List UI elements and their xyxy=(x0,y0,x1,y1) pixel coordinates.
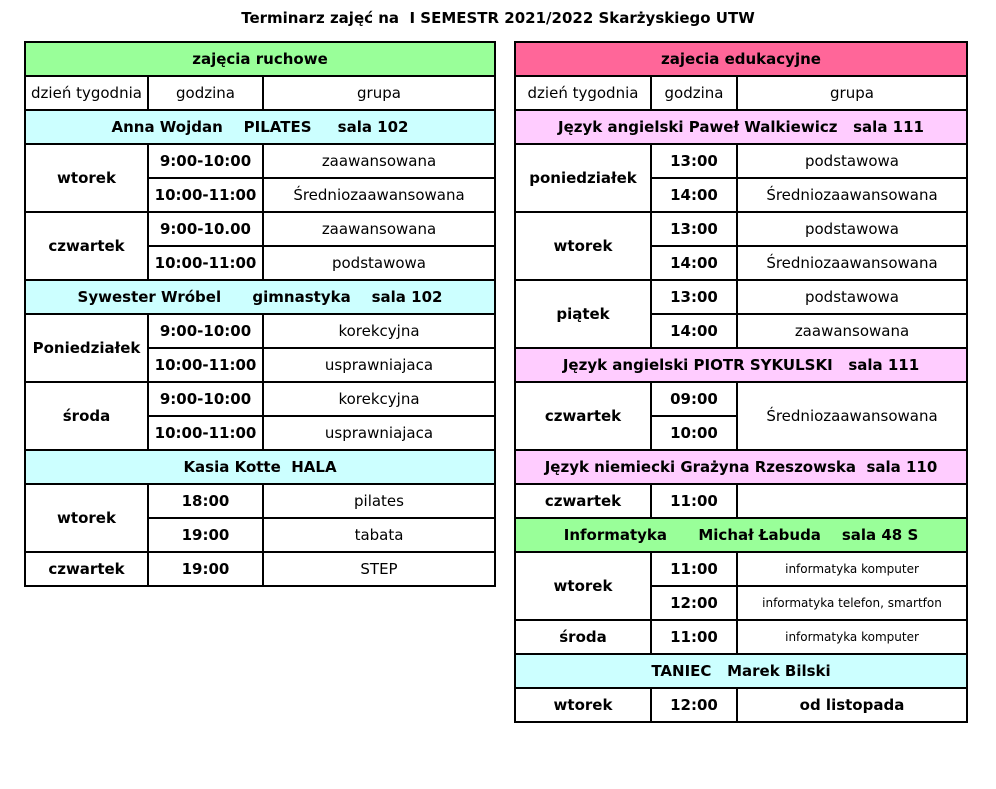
group-cell: Średniozaawansowana xyxy=(737,178,967,212)
hour-cell: 09:00 xyxy=(651,382,737,416)
day-cell: czwartek xyxy=(25,212,148,280)
group-cell: zaawansowana xyxy=(737,314,967,348)
group-cell: zaawansowana xyxy=(263,144,495,178)
section-title: Język niemiecki Grażyna Rzeszowska sala 110 xyxy=(515,450,967,484)
day-cell: czwartek xyxy=(25,552,148,586)
group-cell: od listopada xyxy=(737,688,967,722)
group-cell: pilates xyxy=(263,484,495,518)
schedule-table-physical xyxy=(24,41,496,587)
group-cell: usprawniajaca xyxy=(263,416,495,450)
column-header-group: grupa xyxy=(263,76,495,110)
group-cell: podstawowa xyxy=(737,212,967,246)
group-cell: informatyka komputer xyxy=(737,552,967,586)
day-cell: Poniedziałek xyxy=(25,314,148,382)
group-cell: korekcyjna xyxy=(263,382,495,416)
group-cell: podstawowa xyxy=(737,144,967,178)
day-cell: wtorek xyxy=(25,144,148,212)
hour-cell: 9:00-10:00 xyxy=(148,382,263,416)
group-cell: informatyka komputer xyxy=(737,620,967,654)
day-cell: wtorek xyxy=(25,484,148,552)
schedule-table-educational xyxy=(514,41,968,723)
hour-cell: 18:00 xyxy=(148,484,263,518)
day-cell: piątek xyxy=(515,280,651,348)
section-title: Anna Wojdan PILATES sala 102 xyxy=(25,110,495,144)
hour-cell: 13:00 xyxy=(651,212,737,246)
section-title: TANIEC Marek Bilski xyxy=(515,654,967,688)
group-cell: podstawowa xyxy=(737,280,967,314)
section-title: Język angielski Paweł Walkiewicz sala 111 xyxy=(515,110,967,144)
day-cell: wtorek xyxy=(515,552,651,620)
hour-cell: 11:00 xyxy=(651,620,737,654)
hour-cell: 9:00-10:00 xyxy=(148,144,263,178)
group-cell: korekcyjna xyxy=(263,314,495,348)
group-cell: podstawowa xyxy=(263,246,495,280)
hour-cell: 19:00 xyxy=(148,518,263,552)
group-cell xyxy=(737,484,967,518)
group-cell: STEP xyxy=(263,552,495,586)
group-cell: zaawansowana xyxy=(263,212,495,246)
section-title: Sywester Wróbel gimnastyka sala 102 xyxy=(25,280,495,314)
group-cell: Średniozaawansowana xyxy=(737,246,967,280)
column-header-group: grupa xyxy=(737,76,967,110)
table-header: zajęcia ruchowe xyxy=(25,42,495,76)
hour-cell: 10:00-11:00 xyxy=(148,348,263,382)
hour-cell: 14:00 xyxy=(651,314,737,348)
table-header: zajecia edukacyjne xyxy=(515,42,967,76)
day-cell: środa xyxy=(515,620,651,654)
hour-cell: 12:00 xyxy=(651,688,737,722)
hour-cell: 14:00 xyxy=(651,246,737,280)
hour-cell: 10:00-11:00 xyxy=(148,178,263,212)
group-cell: tabata xyxy=(263,518,495,552)
day-cell: czwartek xyxy=(515,484,651,518)
hour-cell: 13:00 xyxy=(651,280,737,314)
column-header-day: dzień tygodnia xyxy=(25,76,148,110)
hour-cell: 9:00-10:00 xyxy=(148,314,263,348)
hour-cell: 11:00 xyxy=(651,484,737,518)
group-cell: usprawniajaca xyxy=(263,348,495,382)
day-cell: wtorek xyxy=(515,212,651,280)
hour-cell: 9:00-10.00 xyxy=(148,212,263,246)
column-header-hour: godzina xyxy=(148,76,263,110)
hour-cell: 13:00 xyxy=(651,144,737,178)
hour-cell: 12:00 xyxy=(651,586,737,620)
day-cell: wtorek xyxy=(515,688,651,722)
hour-cell: 19:00 xyxy=(148,552,263,586)
page-title: Terminarz zajęć na I SEMESTR 2021/2022 Skarżyskiego UTW xyxy=(241,9,755,27)
section-title: Kasia Kotte HALA xyxy=(25,450,495,484)
group-cell: informatyka telefon, smartfon xyxy=(737,586,967,620)
hour-cell: 11:00 xyxy=(651,552,737,586)
day-cell: czwartek xyxy=(515,382,651,450)
column-header-day: dzień tygodnia xyxy=(515,76,651,110)
hour-cell: 10:00-11:00 xyxy=(148,416,263,450)
group-cell: Średniozaawansowana xyxy=(737,382,967,450)
column-header-hour: godzina xyxy=(651,76,737,110)
day-cell: środa xyxy=(25,382,148,450)
hour-cell: 10:00 xyxy=(651,416,737,450)
hour-cell: 10:00-11:00 xyxy=(148,246,263,280)
hour-cell: 14:00 xyxy=(651,178,737,212)
group-cell: Średniozaawansowana xyxy=(263,178,495,212)
section-title: Język angielski PIOTR SYKULSKI sala 111 xyxy=(515,348,967,382)
section-title: Informatyka Michał Łabuda sala 48 S xyxy=(515,518,967,552)
day-cell: poniedziałek xyxy=(515,144,651,212)
